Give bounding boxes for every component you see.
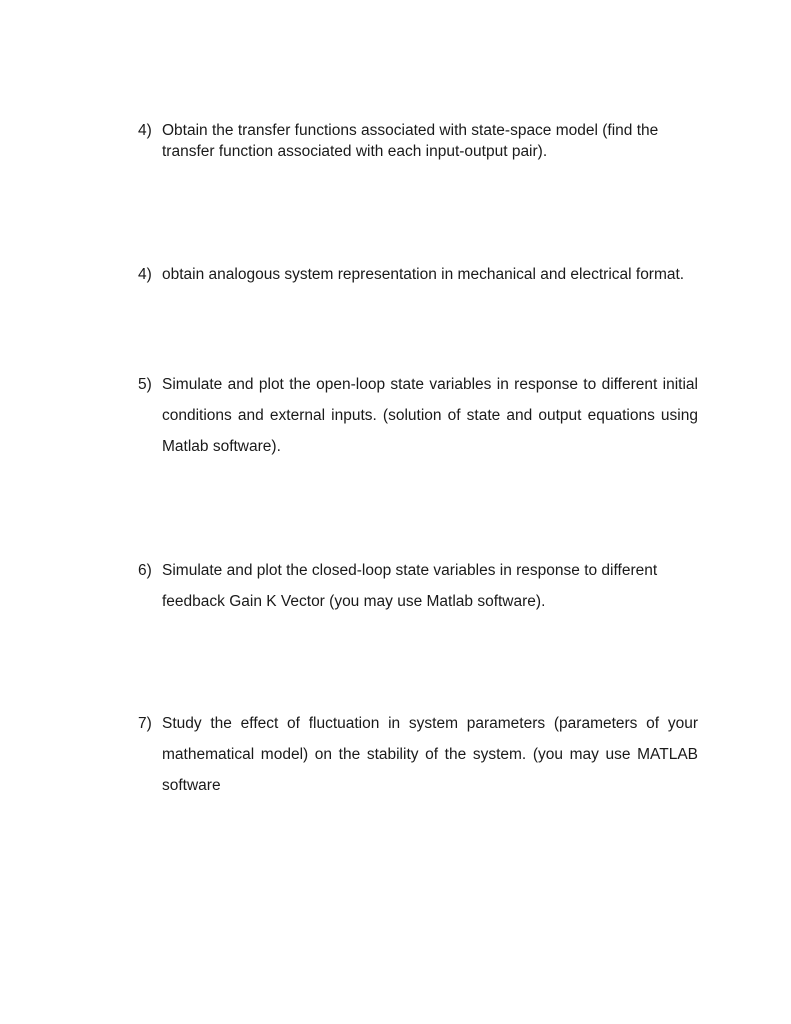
item-number: 4) — [138, 266, 152, 283]
item-number: 4) — [138, 122, 152, 139]
list-item — [138, 369, 698, 462]
item-text: Simulate and plot the closed-loop state variables in response to different feedback Gain K Vector (you may use Matlab software). — [162, 562, 658, 610]
item-text: Simulate and plot the open-loop state variables in response to different initial conditions and external inputs. (solution of state and output equations using Matlab software). — [162, 376, 698, 455]
item-number: 6) — [138, 562, 152, 579]
list-item — [138, 555, 698, 617]
item-number: 7) — [138, 715, 152, 732]
item-number: 5) — [138, 376, 152, 393]
list-item — [138, 259, 698, 290]
list-item — [138, 708, 698, 801]
item-text: Obtain the transfer functions associated with state-space model (find the transfer function associated with each input-output pair). — [162, 122, 659, 160]
item-text: obtain analogous system representation in mechanical and electrical format. — [162, 266, 685, 283]
item-text: Study the effect of fluctuation in system parameters (parameters of your mathematical model) on the stability of the system. (you may use MATLAB software — [162, 715, 698, 794]
list-item — [138, 120, 698, 162]
